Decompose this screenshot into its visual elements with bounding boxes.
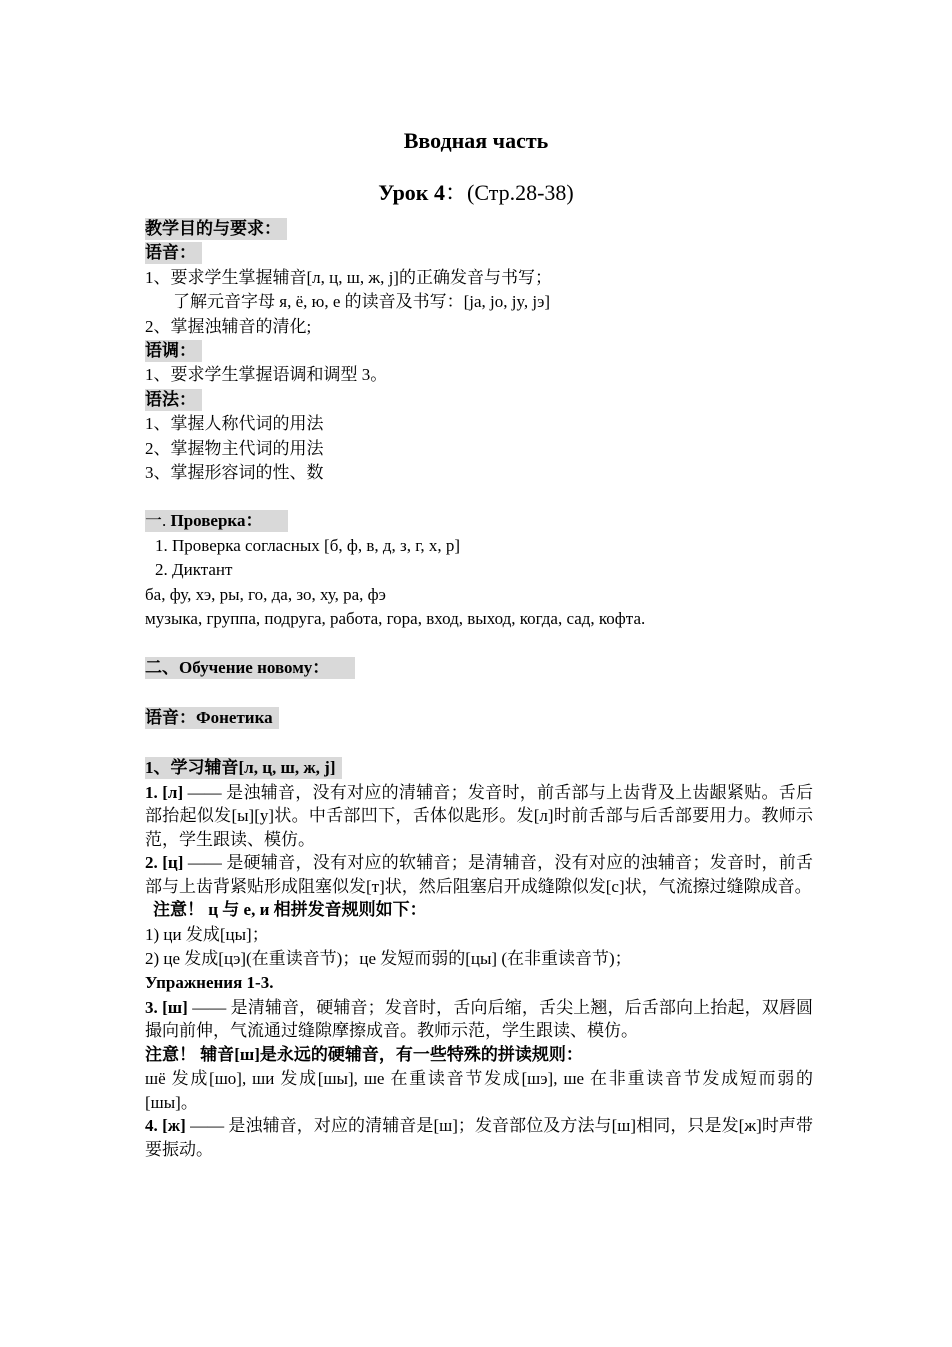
section1-item1: 1. Проверка согласных [б, ф, в, д, з, г, х, р]: [155, 535, 460, 555]
sh-rule-paragraph: шё 发成[шо], ши 发成[шы], ше 在重读音节发成[шэ], ше 在非重读音节发成短而弱的[шы]。: [145, 1069, 813, 1112]
goal-grammar-2: 2、掌握物主代词的用法: [145, 438, 324, 458]
lesson-title: [0, 176, 952, 207]
section2-heading: 二、Обучение новому：: [145, 657, 355, 679]
goal-grammar-3: 3、掌握形容词的性、数: [145, 463, 324, 483]
goal-phonetics-1: 1、要求学生掌握辅音[л, ц, ш, ж, j]的正确发音与书写；: [145, 267, 552, 287]
consonant-l-paragraph: 1. [л] —— 是浊辅音，没有对应的清辅音；发音时，前舌部与上齿背及上齿龈紧贴。舌后部抬起似发[ы][у]状。中舌部凹下，舌体似匙形。发[л]时前舌部与后舌部要用力。教师示范，学生跟读、模仿。: [145, 782, 813, 849]
dictation-line1: ба, фу, хэ, ры, го, да, зо, ху, ра, фэ: [145, 584, 386, 604]
exercises-label: Упражнения 1-3.: [145, 973, 274, 993]
goal-grammar-1: 1、掌握人称代词的用法: [145, 414, 324, 434]
dictation-line2: музыка, группа, подруга, работа, гора, вход, выход, когда, сад, кофта.: [145, 609, 646, 629]
goal-intonation-1: 1、要求学生掌握语调和调型 3。: [145, 365, 388, 385]
document-body: [145, 217, 813, 1161]
phonetics-label: 语音：: [145, 242, 202, 264]
note-sh-rules: 注意！ 辅音[ш]是永远的硬辅音，有一些特殊的拼读规则：: [145, 1044, 583, 1064]
grammar-label: 语法：: [145, 389, 202, 411]
goal-phonetics-1b: 了解元音字母 я, ё, ю, е 的读音及书写：[ja, jo, jy, jэ]: [173, 292, 551, 312]
section1-item2: 2. Диктант: [155, 560, 233, 580]
phonetics-heading: 语音：Фонетика: [145, 707, 279, 729]
consonant-sh-paragraph: 3. [ш] —— 是清辅音，硬辅音；发音时，舌向后缩，舌尖上翘，后舌部向上抬起，双唇圆撮向前伸，气流通过缝隙摩擦成音。教师示范，学生跟读、模仿。: [145, 997, 813, 1041]
lesson-number: Урок 4: [378, 180, 445, 205]
note-ts-rules: 注意！ ц 与 е, и 相拼发音规则如下：: [153, 900, 427, 920]
goal-phonetics-2: 2、掌握浊辅音的清化;: [145, 316, 312, 336]
lesson-pages: ：(Стр.28-38): [445, 180, 574, 205]
rule-tse: 2) це 发成[цэ](在重读音节)；це 发短而弱的[цы] (在非重读音节)；: [145, 949, 632, 969]
consonants-subheading: 1、学习辅音[л, ц, ш, ж, j]: [145, 757, 342, 779]
section1-heading: 一. Проверка：: [145, 510, 288, 532]
consonant-zh-paragraph: 4. [ж] —— 是浊辅音，对应的清辅音是[ш]；发音部位及方法与[ш]相同，只是发[ж]时声带要振动。: [145, 1116, 813, 1159]
rule-tsi: 1) ци 发成[цы]；: [145, 924, 269, 944]
goals-heading: 教学目的与要求：: [145, 218, 287, 240]
intonation-label: 语调：: [145, 340, 202, 362]
page-title: Вводная часть: [403, 128, 549, 153]
consonant-ts-paragraph: 2. [ц] —— 是硬辅音，没有对应的软辅音；是清辅音，没有对应的浊辅音；发音时，前舌部与上齿背紧贴形成阻塞似发[т]状，然后阻塞启开成缝隙似发[с]状，气流擦过缝隙成音。: [145, 853, 814, 896]
